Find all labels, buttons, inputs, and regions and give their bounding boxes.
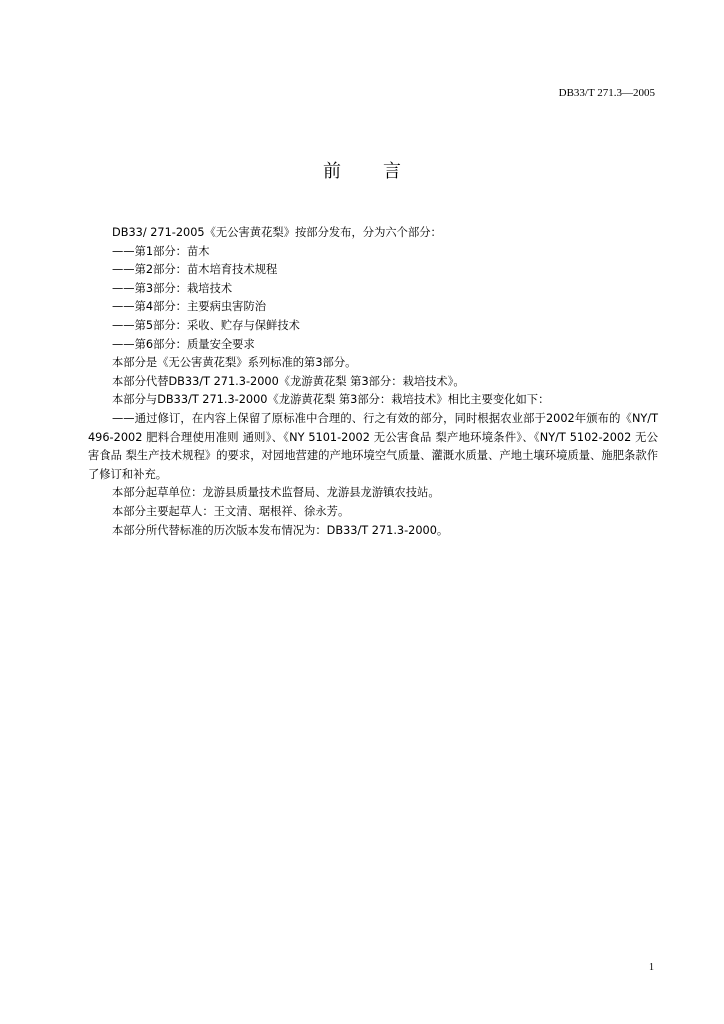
part-item-6: ——第6部分：质量安全要求: [112, 337, 255, 351]
part-item-1: ——第1部分：苗木: [112, 244, 210, 258]
part-item-2: ——第2部分：苗木培育技术规程: [112, 263, 278, 277]
part-item-5: ——第5部分：采收、贮存与保鲜技术: [112, 318, 300, 332]
foreword-body: [88, 224, 658, 540]
page-number: 1: [649, 962, 654, 973]
drafters: 本部分主要起草人：王文清、琚根祥、徐永芳。: [112, 504, 350, 518]
drafting-units: 本部分起草单位：龙游县质量技术监督局、龙游县龙游镇农技站。: [112, 486, 440, 500]
parts-intro: DB33/ 271-2005《无公害黄花梨》按部分发布，分为六个部分：: [112, 226, 442, 239]
part-item-3: ——第3部分：栽培技术: [112, 281, 233, 295]
page-title: 前 言: [323, 161, 413, 182]
changes-detail: ——通过修订，在内容上保留了原标准中合理的、行之有效的部分，同时根据农业部于2002年颁布的《NY/T 496-2002 肥料合理使用准则 通则》、《NY 5101-2002 无公害食品 梨产地环境条件》、《NY/T 5102-2002 无公害食品 梨生产技术规程》的要求，对园地营建的产地环境空气质量、灌溉水质量、产地土壤环境质量、施肥条款作了修订和补充。: [88, 411, 658, 481]
part-item-4: ——第4部分：主要病虫害防治: [112, 300, 267, 314]
version-history: 本部分所代替标准的历次版本发布情况为：DB33/T 271.3-2000。: [112, 523, 449, 537]
document-code-header: DB33/T 271.3—2005: [558, 87, 655, 99]
series-note: 本部分是《无公害黄花梨》系列标准的第3部分。: [112, 356, 357, 370]
changes-intro: 本部分与DB33/T 271.3-2000《龙游黄花梨 第3部分：栽培技术》相比主要变化如下：: [112, 393, 550, 407]
replaces-note: 本部分代替DB33/T 271.3-2000《龙游黄花梨 第3部分：栽培技术》。: [112, 374, 465, 388]
